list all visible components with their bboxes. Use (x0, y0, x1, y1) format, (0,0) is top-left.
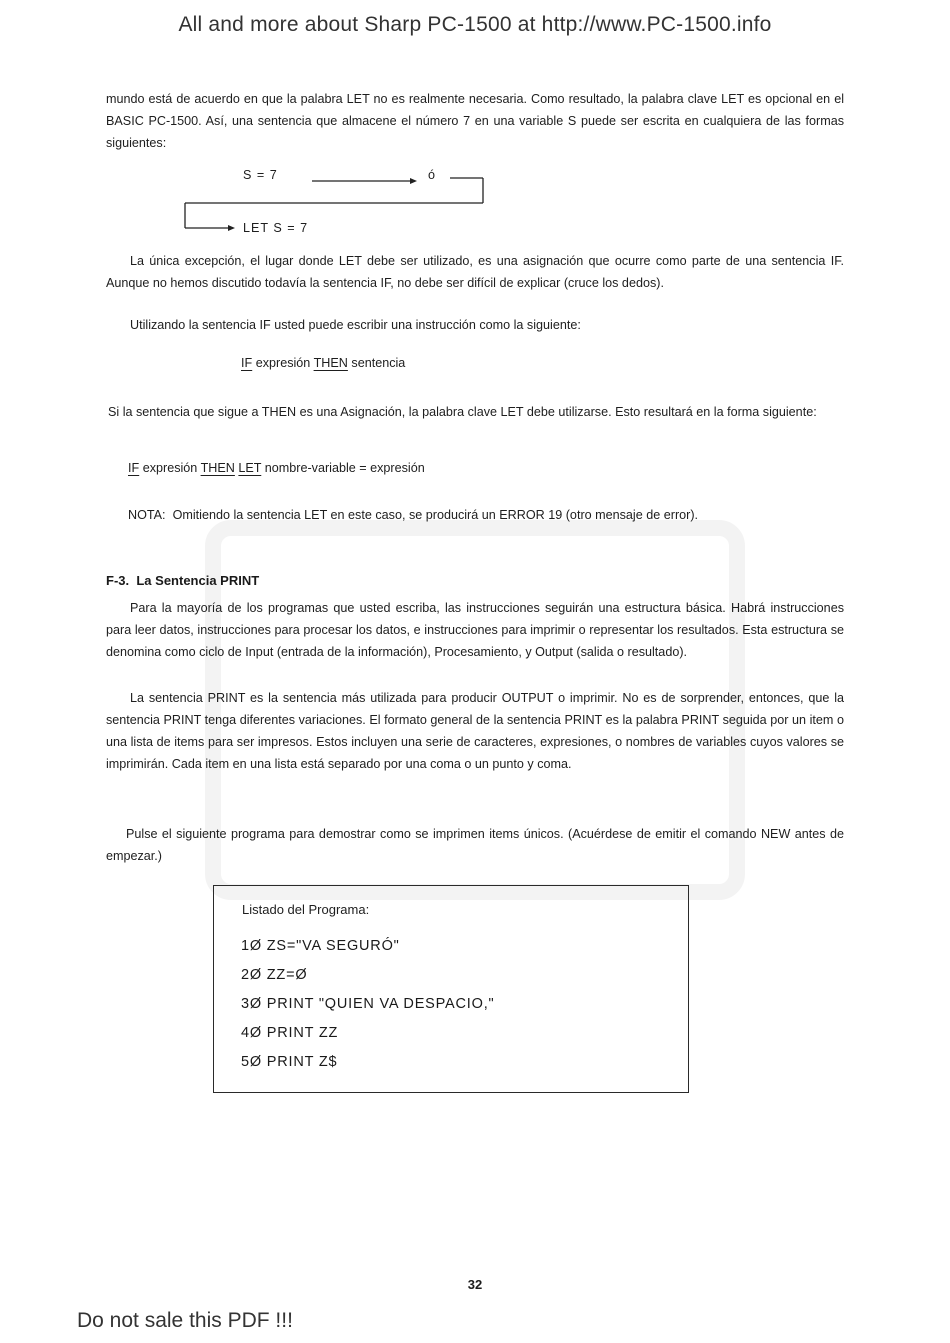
note-text: Omitiendo la sentencia LET en este caso, se producirá un ERROR 19 (otro mensaje de error). (172, 508, 699, 522)
if-syntax-example (241, 356, 405, 370)
statement-word: sentencia (351, 356, 406, 370)
if-let-syntax-example (128, 461, 425, 475)
or-label: ó (428, 168, 436, 182)
assignment-paragraph: Si la sentencia que sigue a THEN es una Asignación, la palabra clave LET debe utilizarse. Esto resultará en la forma siguiente: (108, 405, 817, 419)
print-structure-paragraph: Para la mayoría de los programas que usted escriba, las instrucciones seguirán una estructura básica. Habrá instrucciones para leer datos, instrucciones para procesar los datos, e instrucciones para imprimir o representar los resultados. Esta estructura se denomina como ciclo de Input (entrada de la información), Procesamiento, y Output (salida o resultado). (106, 601, 844, 659)
site-header: All and more about Sharp PC-1500 at http://www.PC-1500.info (178, 13, 772, 36)
section-number: F-3. (106, 573, 130, 588)
assignment-form-1: S = 7 (243, 168, 278, 182)
then-keyword: THEN (200, 461, 235, 475)
program-line: 5Ø PRINT Z$ (241, 1054, 338, 1070)
footer-notice: Do not sale this PDF !!! (77, 1309, 293, 1332)
program-line: 1Ø ZS="VA SEGURÓ" (241, 938, 400, 954)
program-instructions-paragraph: Pulse el siguiente programa para demostrar como se imprimen items únicos. (Acuérdese de emitir el comando NEW antes de empezar.) (106, 827, 844, 863)
if-keyword: IF (241, 356, 253, 370)
assignment-form-2: LET S = 7 (243, 221, 309, 235)
section-title: La Sentencia PRINT (136, 573, 260, 588)
program-line: 3Ø PRINT "QUIEN VA DESPACIO," (241, 996, 495, 1012)
intro-paragraph: mundo está de acuerdo en que la palabra LET no es realmente necesaria. Como resultado, la palabra clave LET es opcional en el BASIC PC-1500. Así, una sentencia que almacene el número 7 en una variable S puede ser escrita en cualquiera de las formas siguientes: (106, 92, 844, 150)
expression-word: expresión (255, 356, 311, 370)
program-line: 2Ø ZZ=Ø (241, 967, 308, 983)
diagram-arrows (180, 170, 490, 240)
program-listing-box (213, 885, 689, 1093)
assignment-rest: nombre-variable = expresión (264, 461, 425, 475)
exception-paragraph: La única excepción, el lugar donde LET debe ser utilizado, es una asignación que ocurre como parte de una sentencia IF. Aunque no hemos discutido todavía la sentencia IF, no debe ser difícil de explicar (cruce los dedos). (106, 254, 844, 290)
then-keyword: THEN (313, 356, 348, 370)
page-number: 32 (467, 1277, 483, 1292)
let-keyword: LET (238, 461, 262, 475)
note-paragraph (106, 504, 844, 526)
program-listing-title: Listado del Programa: (242, 902, 370, 917)
if-keyword: IF (128, 461, 140, 475)
note-label: NOTA: (128, 508, 166, 522)
expression-word: expresión (142, 461, 198, 475)
section-heading (106, 573, 259, 588)
program-line: 4Ø PRINT ZZ (241, 1025, 339, 1041)
print-variations-paragraph: La sentencia PRINT es la sentencia más utilizada para producir OUTPUT o imprimir. No es de sorprender, entonces, que la sentencia PRINT tenga diferentes variaciones. El formato general de la sentencia PRINT es la palabra PRINT seguida por un item o una lista de items para ser impresos. Estos incluyen una serie de caracteres, expresiones, o nombres de variables cuyos valores se imprimirán. Cada item en una lista está separado por una coma o un punto y coma. (106, 691, 844, 771)
if-intro-line: Utilizando la sentencia IF usted puede escribir una instrucción como la siguiente: (130, 318, 581, 332)
